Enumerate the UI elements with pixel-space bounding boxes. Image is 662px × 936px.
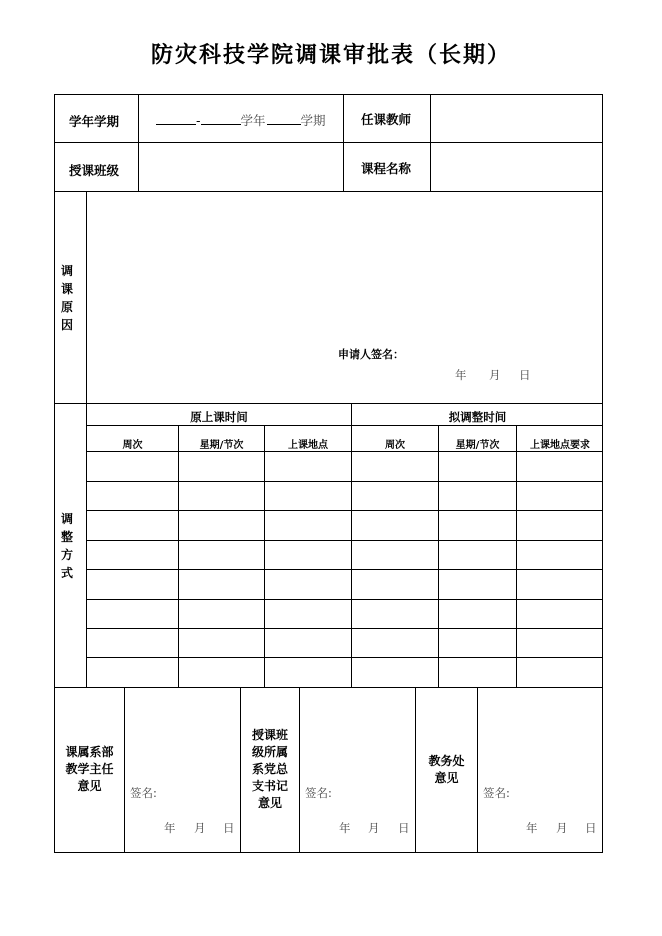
form-title: 防灾科技学院调课审批表（长期） [150,42,511,68]
row-divider [54,191,603,192]
col-header-new-week: 周次 [385,440,405,451]
row-divider [54,687,603,688]
reason-date-month: 月 [489,368,501,382]
course-label: 课程名称 [361,161,412,176]
term-dash: - [196,113,201,128]
term-year-suffix: 学年 [240,113,266,128]
class-field[interactable] [140,145,340,189]
col-divider [430,94,431,191]
table-row [86,451,603,452]
party-date-year: 年 [339,821,351,835]
dept-date-day: 日 [223,821,235,835]
class-label: 授课班级 [69,163,120,178]
col-header-week: 周次 [122,440,143,451]
adjustment-side-label: 调 整 方 式 [60,512,73,580]
col-divider [178,425,179,687]
row-divider [86,425,603,426]
original-time-header: 原上课时间 [190,410,248,424]
col-divider [516,425,517,687]
table-row [86,628,603,629]
term-number-field[interactable] [267,112,301,125]
office-signature-label: 签名: [483,786,510,800]
col-divider [299,687,300,853]
reason-date-year: 年 [455,368,467,382]
reason-side-label: 调 课 原 因 [60,264,73,332]
party-date-month: 月 [368,821,380,835]
dept-date-year: 年 [164,821,176,835]
col-divider [124,687,125,853]
term-term-suffix: 学期 [300,113,326,128]
year-end-field[interactable] [201,112,241,125]
office-date-month: 月 [556,821,568,835]
col-divider [343,94,344,191]
col-header-new-day-period: 星期/节次 [455,440,500,451]
course-field[interactable] [432,145,600,189]
dept-signature-label: 签名: [130,786,157,800]
term-label: 学年学期 [69,114,120,129]
party-date-day: 日 [398,821,410,835]
table-row [86,569,603,570]
party-opinion-label: 授课班 级所属 系党总 支书记 意见 [251,728,288,810]
table-row [86,599,603,600]
dept-date-month: 月 [194,821,206,835]
row-divider [54,403,603,404]
applicant-signature-label: 申请人签名： [338,348,404,361]
teacher-label: 任课教师 [361,112,412,127]
table-row [86,481,603,482]
reason-date-day: 日 [519,368,531,382]
office-opinion-label: 教务处 意见 [428,754,465,785]
table-row [86,657,603,658]
party-signature-label: 签名: [305,786,332,800]
col-divider [264,425,265,687]
office-date-year: 年 [526,821,538,835]
col-divider [477,687,478,853]
proposed-time-header: 拟调整时间 [448,410,507,424]
col-header-location: 上课地点 [288,440,328,451]
office-date-day: 日 [585,821,597,835]
col-divider [138,94,139,191]
table-row [86,540,603,541]
row-divider [54,142,603,143]
col-header-location-requirement: 上课地点要求 [530,440,590,451]
term-input-group[interactable] [156,111,326,129]
table-row [86,510,603,511]
year-start-field[interactable] [156,112,196,125]
col-header-day-period: 星期/节次 [199,440,244,451]
col-divider [438,425,439,687]
dept-opinion-label: 课属系部 教学主任 意见 [65,745,114,793]
reason-text-area[interactable] [90,195,600,335]
teacher-field[interactable] [432,96,600,140]
